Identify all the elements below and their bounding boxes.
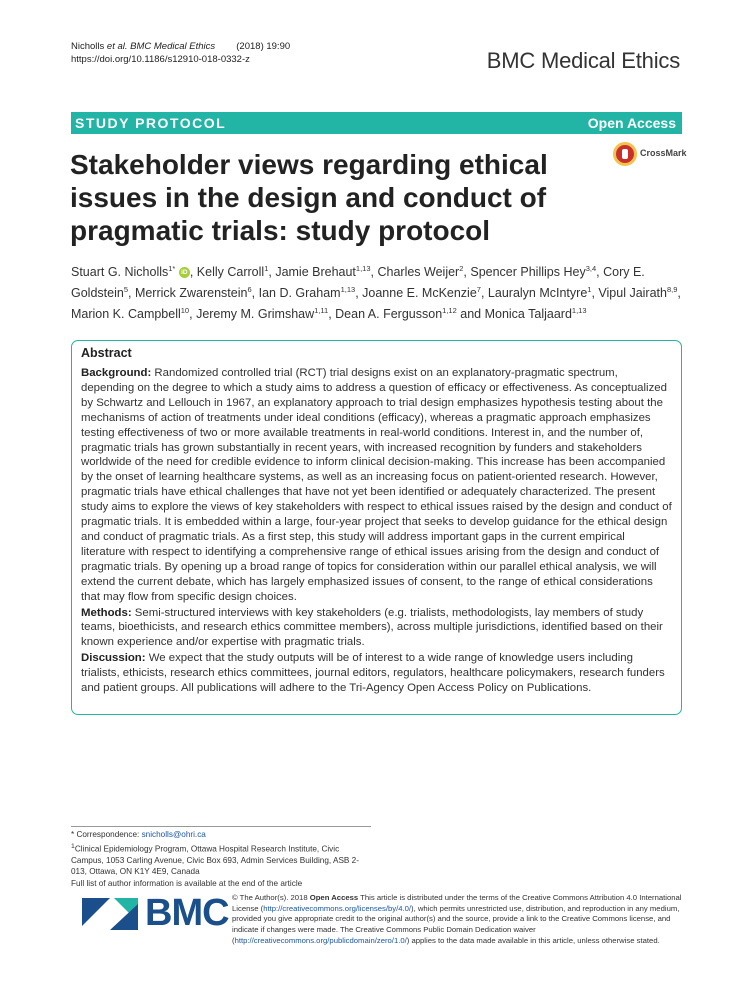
abstract-heading: Abstract: [81, 346, 132, 360]
author-name: Jamie Brehaut: [275, 265, 356, 280]
author-name: Monica Taljaard: [484, 307, 572, 322]
correspondence-label: * Correspondence:: [71, 830, 140, 839]
author-affiliation: 6: [247, 285, 252, 295]
citation-volume: (2018) 19:90: [236, 41, 291, 52]
affiliation-number: 1: [71, 842, 75, 850]
article-type-banner: [71, 112, 682, 134]
license-statement: [232, 893, 684, 947]
bmc-logo-icon: [80, 890, 140, 940]
author-name: Stuart G. Nicholls: [71, 265, 169, 280]
license-open-access: Open Access: [309, 893, 359, 902]
license-link-by[interactable]: http://creativecommons.org/licenses/by/4.0/: [263, 903, 412, 913]
methods-text: Semi-structured interviews with key stakeholders (e.g. trialists, methodologists, lay members of study teams, bioethicists, and research ethics committee members), across multiple jurisdictions, identified based on their known experience and/or expertise with pragmatic trials.: [81, 606, 663, 649]
author-name: Merrick Zwarenstein: [134, 286, 248, 301]
author-affiliation: 2: [459, 264, 464, 273]
background-label: Background:: [81, 367, 152, 379]
methods-label: Methods:: [81, 606, 132, 619]
license-copyright: © The Author(s). 2018: [232, 893, 310, 902]
license-link-zero[interactable]: http://creativecommons.org/publicdomain/zero/1.0/: [234, 935, 407, 945]
affiliation-text: Clinical Epidemiology Program, Ottawa Hospital Research Institute, Civic Campus, 1053 Carling Avenue, Civic Box 693, Admin Services Building, ASB 2-013, Ottawa, ON K1Y 4E9, Canada: [71, 844, 359, 877]
author-list: Stuart G. Nicholls$^{1*}$ iD , Kelly Carroll$^1$, Jamie Brehaut$^{1,13}$, Charles Weijer$^2$, Spencer Phillips Hey$^{3,4}$, Cory E. Goldstein$^5$, Merrick Zwarenstein$^6$, Ian D. Graham$^{1,13}$, Joanne E. McKenzie$^7$, Lauralyn McIntyre$^1$, Vipul Jairath$^{8,9}$, Marion K. Campbell$^{10}$, Jeremy M. Grimshaw$^{1,11}$, Dean A. Fergusson$^{1,12}$ and Monica Taljaard$^{1,13}$: [71, 264, 681, 322]
bmc-logo-text: BMC: [145, 892, 229, 934]
abstract-discussion: [81, 651, 672, 696]
author-affiliation: 3,4: [585, 264, 597, 273]
discussion-label: Discussion:: [81, 652, 146, 665]
author-affiliation: 1,13: [340, 285, 356, 295]
orcid-icon[interactable]: iD: [179, 267, 190, 278]
article-type: STUDY PROTOCOL: [75, 115, 227, 131]
author-affiliation: 1,12: [442, 306, 457, 316]
citation-header: [71, 40, 290, 66]
abstract-methods: [81, 606, 672, 651]
license-text-3: ) applies to the data made available in this article, unless otherwise stated.: [406, 935, 660, 945]
author-name: Spencer Phillips Hey: [470, 265, 586, 280]
author-affiliation: 1: [264, 264, 269, 273]
author-name: Jeremy M. Grimshaw: [196, 307, 315, 322]
correspondence-footnote: [71, 826, 371, 889]
author-affiliation: 5: [123, 285, 128, 295]
author-affiliation: 8,9: [666, 285, 678, 295]
author-affiliation: 1,11: [314, 306, 329, 316]
author-name: Lauralyn McIntyre: [487, 286, 588, 301]
author-info-note: Full list of author information is available at the end of the article: [71, 878, 303, 888]
author-affiliation: 7: [476, 285, 481, 295]
citation-journal: et al. BMC Medical Ethics: [106, 41, 216, 52]
author-name: Vipul Jairath: [598, 286, 667, 301]
correspondence-email[interactable]: snicholls@ohri.ca: [141, 830, 206, 839]
citation-author: Nicholls: [71, 41, 105, 52]
author-name: Charles Weijer: [377, 265, 460, 280]
author-affiliation: 1,13: [355, 264, 371, 273]
author-name: Cory E. Goldstein: [71, 265, 645, 301]
bmc-logo: [80, 890, 229, 940]
author-name: Joanne E. McKenzie: [362, 286, 477, 301]
crossmark-button[interactable]: [613, 142, 693, 166]
crossmark-label: CrossMark: [640, 148, 687, 158]
license-text-2: ), which permits unrestricted use, distribution, and reproduction in any medium, provided you give appropriate credit to the original author(s) and the source, provide a link to the Creative Commons license, and indicate if changes were made. The Creative Commons Public Domain Dedication waiver (: [232, 903, 680, 945]
license-text-1: This article is distributed under the terms of the Creative Commons Attribution 4.0 International License (: [232, 893, 682, 913]
author-name: Dean A. Fergusson: [335, 307, 443, 322]
crossmark-icon: [613, 142, 637, 166]
author-name: Ian D. Graham: [258, 286, 341, 301]
background-text: Randomized controlled trial (RCT) trial designs exist on an explanatory-pragmatic spectrum, depending on the degree to which a study aims to address a question of efficacy or effectiveness. As conceptualized by Schwartz and Lellouch in 1967, an explanatory approach to trial design emphasizes hypothesis testing about the mechanisms of action of treatments under ideal conditions (efficacy), whereas a pragmatic approach emphasizes testing effectiveness of two or more available treatments in real-world conditions. Interest in, and the number of, pragmatic trials has grown substantially in recent years, with increased recognition by funders and stakeholders worldwide of the need for credible evidence to inform clinical decision-making. This increase has been accompanied by the onset of learning healthcare systems, as well as an increasing focus on patient-oriented research. However, pragmatic trials have ethical challenges that have not yet been identified or adequately characterized. The present study aims to explore the views of key stakeholders with respect to ethical issues raised by the design and conduct of pragmatic trials. It is embedded within a large, four-year project that seeks to develop guidance for the ethical design and conduct of pragmatic trials. As a first step, this study will address important gaps in the current empirical literature with respect to identifying a comprehensive range of ethical issues arising from the design and conduct of pragmatic trials. By opening up a broad range of topics for consideration within our parallel ethical analysis, we will extend the current debate, which has largely emphasized issues of consent, to the range of ethical considerations that may flow from specific design choices.: [81, 367, 672, 603]
author-affiliation: 1: [587, 285, 592, 295]
author-affiliation: 1*: [168, 264, 176, 273]
discussion-text: We expect that the study outputs will be of interest to a wide range of knowledge users including trialists, ethicists, research ethics committees, journal editors, regulators, healthcare policymakers, research funders and patient groups. All publications will adhere to the Tri-Agency Open Access Policy on Publications.: [81, 652, 665, 695]
journal-name: BMC Medical Ethics: [486, 48, 680, 73]
author-affiliation: 10: [180, 306, 190, 316]
author-name: Marion K. Campbell: [71, 307, 181, 322]
doi-link[interactable]: https://doi.org/10.1186/s12910-018-0332-z: [71, 54, 250, 65]
author-name: Kelly Carroll: [196, 265, 265, 280]
abstract-box: [71, 340, 682, 715]
author-affiliation: 1,13: [571, 306, 587, 316]
open-access-label: Open Access: [587, 115, 676, 131]
article-title: Stakeholder views regarding ethical issues in the design and conduct of pragmatic trials: study protocol: [70, 149, 548, 246]
abstract-background: [81, 366, 672, 605]
